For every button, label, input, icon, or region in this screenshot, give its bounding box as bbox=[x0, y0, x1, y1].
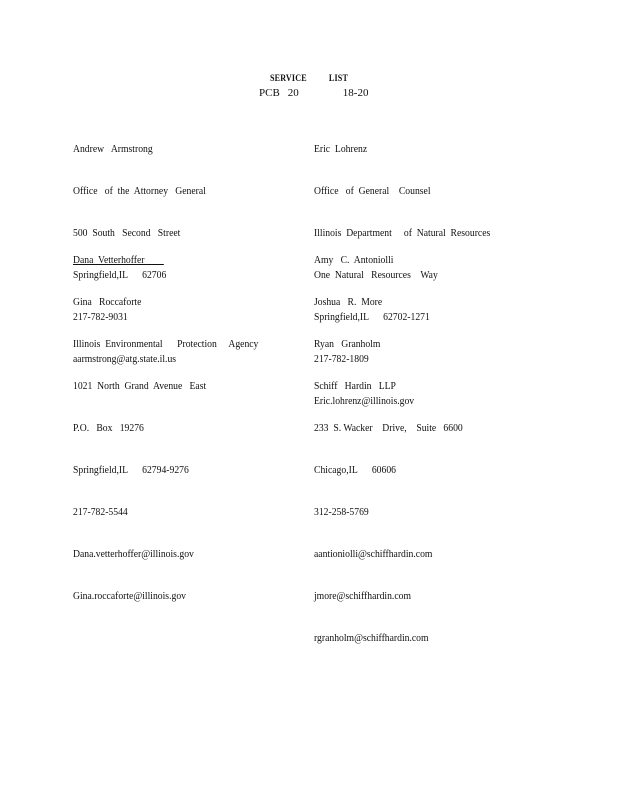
contact-email[interactable]: Dana.vetterhoffer@illinois.gov bbox=[73, 549, 194, 560]
contact-block-iepa bbox=[73, 226, 275, 632]
contact-po-box: P.O. Box 19276 bbox=[73, 423, 144, 434]
contact-street: 233 S. Wacker Drive, Suite 6600 bbox=[314, 423, 463, 434]
contact-city: Springfield,IL 62702-1271 bbox=[314, 312, 430, 323]
heading-list: LIST bbox=[328, 74, 349, 84]
contact-phone: 217-782-5544 bbox=[73, 507, 128, 518]
contact-name-secondary: Gina Roccaforte bbox=[73, 297, 142, 308]
contact-department: Illinois Department of Natural Resources bbox=[314, 228, 491, 239]
contact-phone: 217-782-9031 bbox=[73, 312, 128, 323]
case-prefix: PCB bbox=[259, 87, 280, 99]
contact-city: Chicago,IL 60606 bbox=[314, 465, 397, 476]
contact-email-secondary[interactable]: jmore@schiffhardin.com bbox=[314, 591, 411, 602]
contact-email[interactable]: Eric.lohrenz@illinois.gov bbox=[314, 396, 415, 407]
contact-name: Amy C. Antoniolli bbox=[314, 255, 394, 266]
contact-city: Springfield,IL 62706 bbox=[73, 270, 167, 281]
contact-street: 1021 North Grand Avenue East bbox=[73, 381, 207, 392]
service-list-heading bbox=[46, 74, 571, 84]
case-docket: 18-20 bbox=[342, 87, 369, 99]
heading-service: SERVICE bbox=[269, 74, 307, 84]
contact-email-secondary[interactable]: Gina.roccaforte@illinois.gov bbox=[73, 591, 186, 602]
contact-email-tertiary[interactable]: rgranholm@schiffhardin.com bbox=[314, 633, 429, 644]
contact-phone: 312-258-5769 bbox=[314, 507, 369, 518]
contact-agency: Illinois Environmental Protection Agency bbox=[73, 339, 259, 350]
contact-city: Springfield,IL 62794-9276 bbox=[73, 465, 189, 476]
contact-name-tertiary: Ryan Granholm bbox=[314, 339, 381, 350]
contact-name: Eric Lohrenz bbox=[314, 144, 368, 155]
contact-name: Dana Vetterhoffer bbox=[73, 255, 164, 266]
contact-name: Andrew Armstrong bbox=[73, 144, 153, 155]
case-number bbox=[259, 87, 368, 99]
contact-firm: Schiff Hardin LLP bbox=[314, 381, 396, 392]
contact-email[interactable]: aarmstrong@atg.state.il.us bbox=[73, 354, 177, 365]
contact-phone: 217-782-1809 bbox=[314, 354, 369, 365]
contact-office: Office of General Counsel bbox=[314, 186, 431, 197]
contact-street: One Natural Resources Way bbox=[314, 270, 438, 281]
contact-name-secondary: Joshua R. More bbox=[314, 297, 383, 308]
contact-street: 500 South Second Street bbox=[73, 228, 181, 239]
case-year: 20 bbox=[287, 87, 299, 99]
contact-office: Office of the Attorney General bbox=[73, 186, 206, 197]
contact-block-schiff-hardin bbox=[314, 226, 476, 674]
contact-email[interactable]: aantioniolli@schiffhardin.com bbox=[314, 549, 433, 560]
